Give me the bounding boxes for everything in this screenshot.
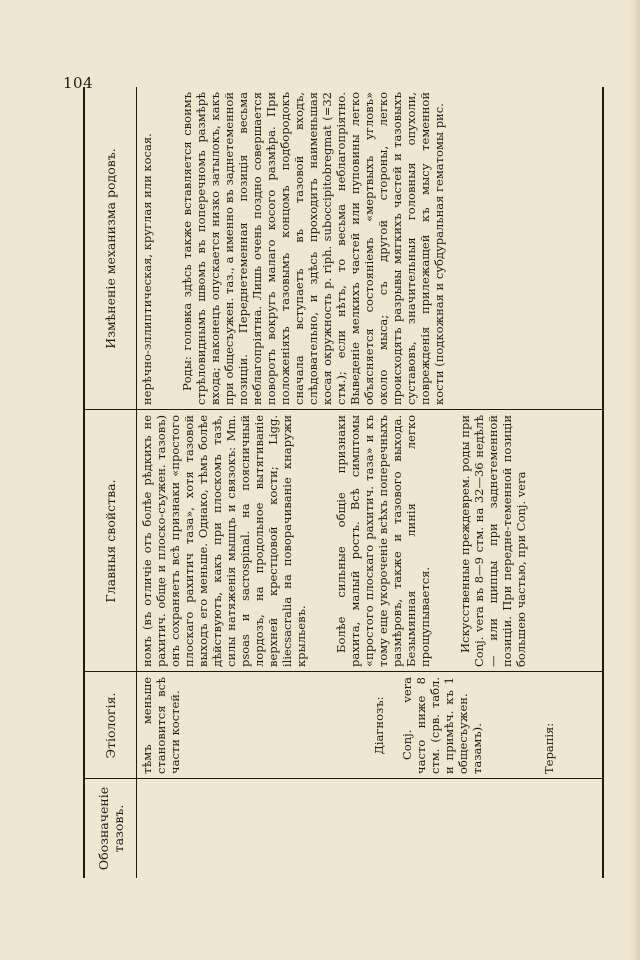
table — [83, 87, 604, 878]
diagnosis-label: Діагнозъ: — [372, 696, 386, 755]
header-properties: Главныя свойства. — [103, 479, 118, 603]
page-edge-shadow — [630, 0, 640, 960]
properties-paragraph-1: номъ (въ отличіе отъ болѣе рѣдкихъ не рахитич. обще и плоско-съужен. тазовъ) онъ сохраняетъ всѣ признаки «простого плоскаго рахитич таза», хотя тазовой выходъ его меньше. Однако, тѣмъ болѣе дѣйствуютъ, какъ при плоскомъ тазѣ, силы натяженія мышцъ и связокъ: Mm. psoas и sacrospinal. на поясничный лордозъ, на продольное вытягиваніе верхней крестцовой кости; Ligg. iliecsacralia на поворачиваніе кнаружи крыльевъ. — [140, 415, 308, 667]
properties-cell — [140, 410, 598, 672]
etiology-paragraph: тѣмъ меньше становится всѣ части костей. — [140, 677, 182, 774]
changes-paragraph-1: нерѣчно-эллиптическая, круглая или косая. — [140, 133, 154, 405]
designation-cell — [140, 779, 598, 878]
changes-cell — [140, 87, 598, 410]
properties-paragraph-3: Искусственные преждеврем. роды при Conj. vera въ 8—9 стм. на 32—36 недѣлѣ — или щипцы при заднетеменной позиціи. При передне-теменной позиціи большею частью, при Conj. vera — [458, 415, 528, 667]
therapy-label: Терапія: — [542, 722, 556, 774]
changes-paragraph-2: Роды: головка здѣсь также вставляется своимъ стрѣловиднымъ швомъ въ поперечномъ размѣрѣ входа; наконецъ опускается низко затылокъ, какъ при общесъужен. таз., а именно въ заднетеменной позиціи. Переднетеменная позиція весьма неблагопріятна. Лишь очень поздно совершается поворотъ вокругъ малаго косого размѣра. При положеніяхъ тазовымъ концомъ подбородокъ сначала вступаетъ въ тазовой входъ, слѣдовательно, и здѣсь проходитъ наименьшая косая окружность p. riph. suboccipitobregmat (=32 стм.); если нѣтъ, то весьма неблагопріятно. Выведеніе мелкихъ частей или пуповины легко объясняется состояніемъ «мертвыхъ угловъ» около мыса; съ другой стороны, легко происходятъ разрывы мягкихъ частей и тазовыхъ суставовъ, значительныя головныя опухоли, поврежденія прилежащей къ мысу теменной кости (подкожная и субдуральная гематомы рис. — [180, 92, 446, 405]
etiology-cell — [140, 672, 598, 779]
rotated-table — [83, 87, 604, 878]
header-changes: Измѣненіе механизма родовъ. — [103, 148, 118, 349]
header-designation: Обозначеніе тазовъ. — [95, 786, 126, 871]
properties-paragraph-2: Болѣе сильные общіе признаки рахита, малый ростъ. Всѣ симптомы «простого плоскаго рахитич. таза» и къ тому еще укороченіе всѣхъ поперечныхъ размѣровъ, также и тазового выхода. Безымянная линія легко прощупывается. — [334, 415, 432, 667]
diagnosis-text: Conj. vera часто ниже 8 стм. (срв. табл. и примѣч. къ 1 общесъужен. тазамъ). — [400, 677, 484, 774]
header-etiology: Этіологія. — [103, 692, 118, 759]
page-number: 104 — [63, 74, 94, 92]
